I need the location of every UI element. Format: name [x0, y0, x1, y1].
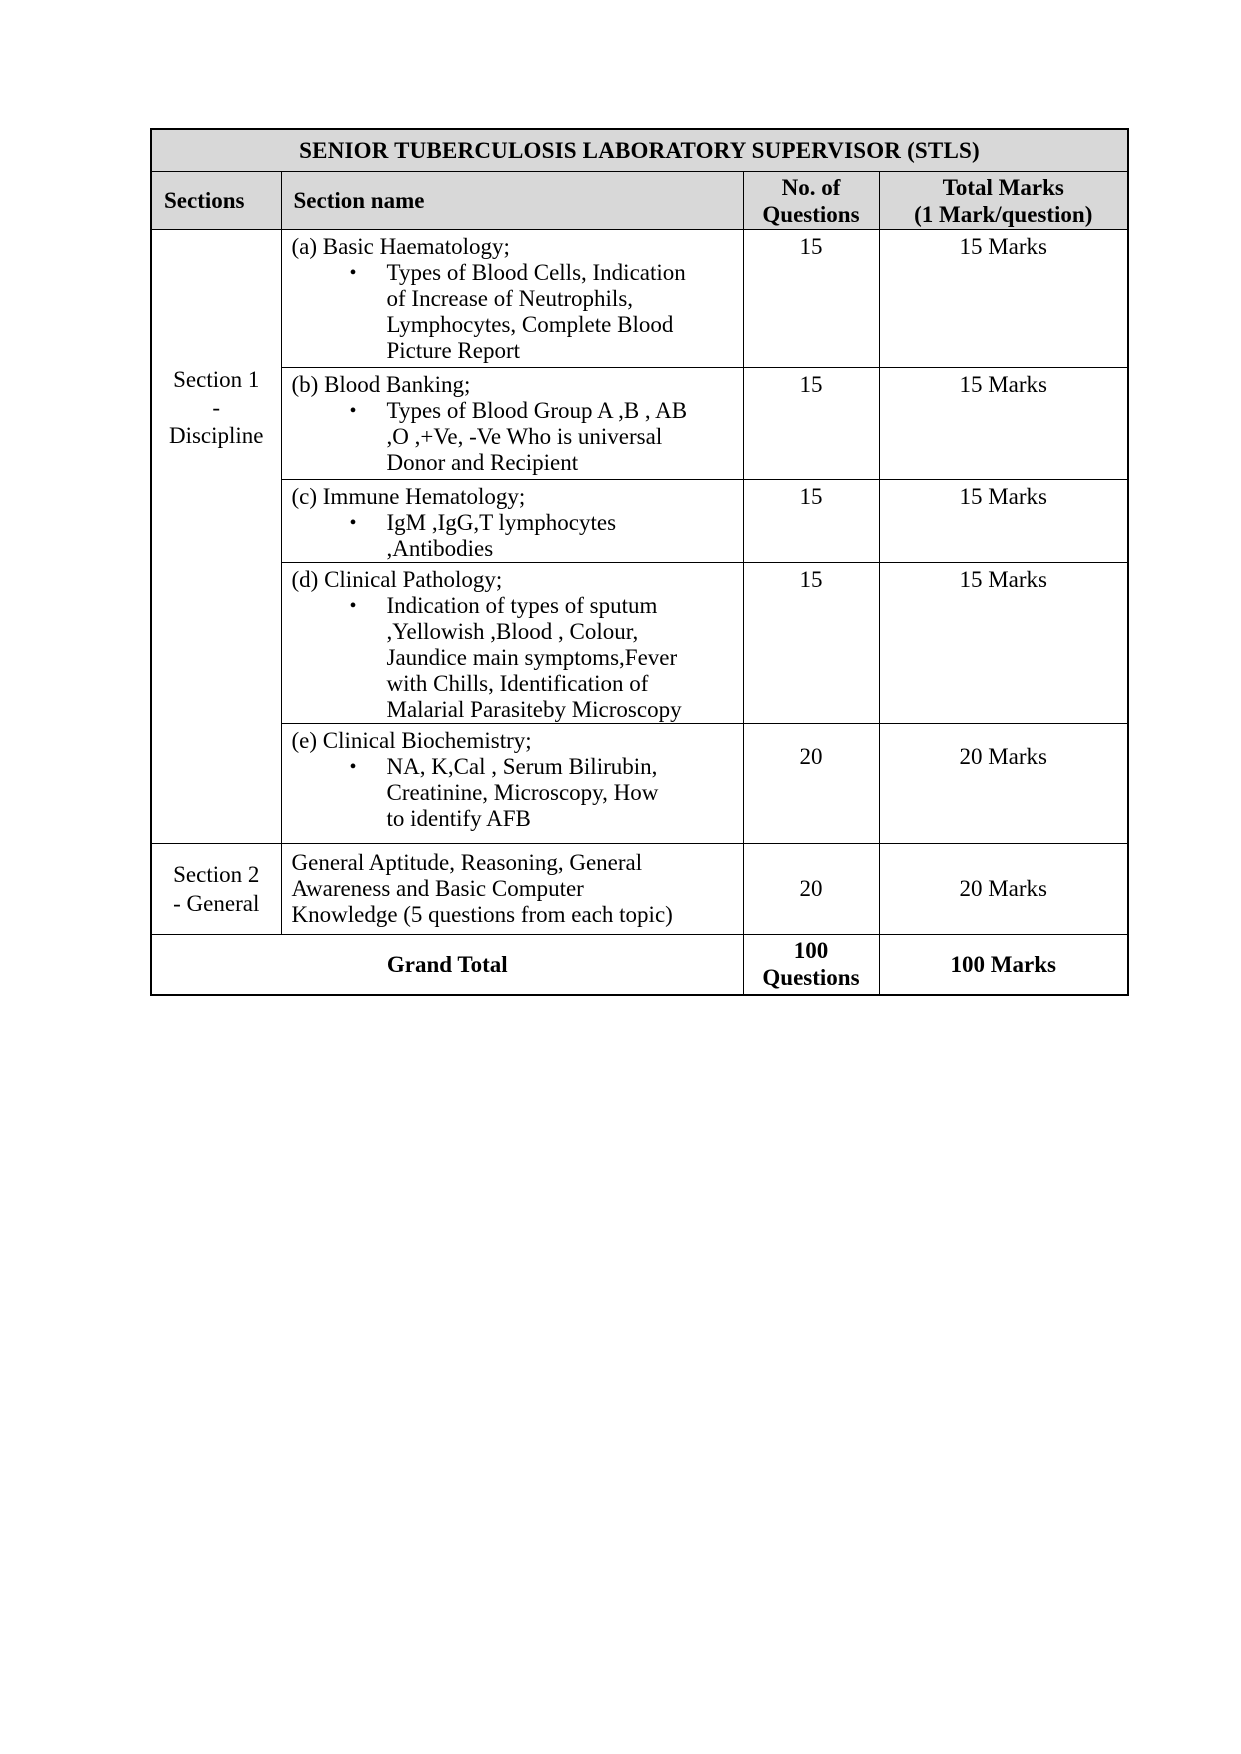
bullet-b-line2: ,O ,+Ve, -Ve Who is universal [386, 424, 663, 449]
table-row-d [151, 563, 1128, 724]
section-heading-d: (d) Clinical Pathology; [291, 567, 503, 592]
grand-total-questions-cell [743, 935, 879, 995]
col-header-marks-line2: (1 Mark/question) [914, 201, 1093, 227]
bullet-icon: • [349, 512, 357, 534]
table-row-e [151, 724, 1128, 844]
section1-label-line1: Section 1 [173, 367, 260, 392]
section1-label-line3: Discipline [168, 423, 264, 448]
section-name-cell-section2 [281, 844, 743, 935]
bullet-text-b [387, 398, 741, 476]
section2-label-cell [151, 844, 281, 935]
col-header-sections: Sections [151, 172, 281, 230]
marks-cell-e: 20 Marks [879, 724, 1128, 844]
col-header-questions-line1: No. of [781, 174, 841, 200]
section2-name-line1: General Aptitude, Reasoning, General [291, 850, 643, 875]
bullet-d-line2: ,Yellowish ,Blood , Colour, [386, 619, 639, 644]
bullet-a-line2: of Increase of Neutrophils, [386, 286, 634, 311]
col-header-questions-line2: Questions [762, 201, 860, 227]
bullet-d-line4: with Chills, Identification of [386, 671, 649, 696]
section-heading-c: (c) Immune Hematology; [291, 484, 526, 509]
questions-cell-b: 15 [743, 368, 879, 480]
column-header-row [151, 172, 1128, 230]
bullet-item-d [350, 593, 741, 723]
bullet-d-line1: Indication of types of sputum [386, 593, 658, 618]
section-name-cell-c [281, 480, 743, 563]
table-row-a [151, 230, 1128, 368]
grand-total-marks-cell: 100 Marks [879, 935, 1128, 995]
col-header-questions [743, 172, 879, 230]
section2-label-line2: - General [173, 891, 260, 916]
bullet-c-line2: ,Antibodies [386, 536, 494, 561]
marks-cell-d: 15 Marks [879, 563, 1128, 724]
section-name-cell-d [281, 563, 743, 724]
bullet-icon: • [349, 595, 357, 617]
questions-cell-d: 15 [743, 563, 879, 724]
bullet-item-b [350, 398, 741, 476]
section-name-cell-e [281, 724, 743, 844]
bullet-icon: • [349, 756, 357, 778]
bullet-text-a [387, 260, 741, 364]
bullet-e-line3: to identify AFB [386, 806, 531, 831]
bullet-a-line1: Types of Blood Cells, Indication [386, 260, 686, 285]
bullet-icon: • [349, 262, 357, 284]
table-row-b [151, 368, 1128, 480]
bullet-e-line1: NA, K,Cal , Serum Bilirubin, [386, 754, 658, 779]
questions-cell-c: 15 [743, 480, 879, 563]
section-heading-a: (a) Basic Haematology; [291, 234, 510, 259]
marks-cell-b: 15 Marks [879, 368, 1128, 480]
grand-total-label-cell: Grand Total [151, 935, 743, 995]
grand-total-row [151, 935, 1128, 995]
col-header-marks-line1: Total Marks [942, 174, 1064, 200]
table-row-c [151, 480, 1128, 563]
section1-label-cell [151, 230, 281, 844]
title-row [151, 129, 1128, 172]
bullet-c-line1: IgM ,IgG,T lymphocytes [386, 510, 617, 535]
table-row-section2 [151, 844, 1128, 935]
section2-name-line3: Knowledge (5 questions from each topic) [291, 902, 673, 927]
section-name-cell-b [281, 368, 743, 480]
bullet-icon: • [349, 400, 357, 422]
bullet-a-line3: Lymphocytes, Complete Blood [386, 312, 674, 337]
marks-cell-c: 15 Marks [879, 480, 1128, 563]
bullet-d-line3: Jaundice main symptoms,Fever [386, 645, 678, 670]
marks-cell-section2: 20 Marks [879, 844, 1128, 935]
bullet-d-line5: Malarial Parasiteby Microscopy [386, 697, 682, 722]
bullet-text-e [387, 754, 741, 832]
bullet-text-c [387, 510, 741, 562]
questions-cell-e: 20 [743, 724, 879, 844]
questions-cell-a: 15 [743, 230, 879, 368]
section2-name-line2: Awareness and Basic Computer [291, 876, 584, 901]
section-heading-e: (e) Clinical Biochemistry; [291, 728, 532, 753]
bullet-item-c [350, 510, 741, 562]
section-heading-b: (b) Blood Banking; [291, 372, 471, 397]
marks-cell-a: 15 Marks [879, 230, 1128, 368]
section2-label-line1: Section 2 [173, 862, 260, 887]
bullet-b-line1: Types of Blood Group A ,B , AB [386, 398, 688, 423]
grand-total-questions-line2: Questions [762, 965, 860, 991]
questions-cell-section2: 20 [743, 844, 879, 935]
bullet-item-e [350, 754, 741, 832]
table-title: SENIOR TUBERCULOSIS LABORATORY SUPERVISOR (STLS) [151, 129, 1128, 172]
grand-total-questions-line1: 100 [793, 938, 829, 964]
section-name-cell-a [281, 230, 743, 368]
col-header-section-name: Section name [281, 172, 743, 230]
bullet-a-line4: Picture Report [386, 338, 520, 363]
bullet-item-a [350, 260, 741, 364]
section1-label-line2: - [212, 395, 221, 420]
bullet-e-line2: Creatinine, Microscopy, How [386, 780, 659, 805]
bullet-b-line3: Donor and Recipient [386, 450, 579, 475]
col-header-marks [879, 172, 1128, 230]
stls-exam-pattern-table [150, 128, 1129, 996]
bullet-text-d [387, 593, 741, 723]
